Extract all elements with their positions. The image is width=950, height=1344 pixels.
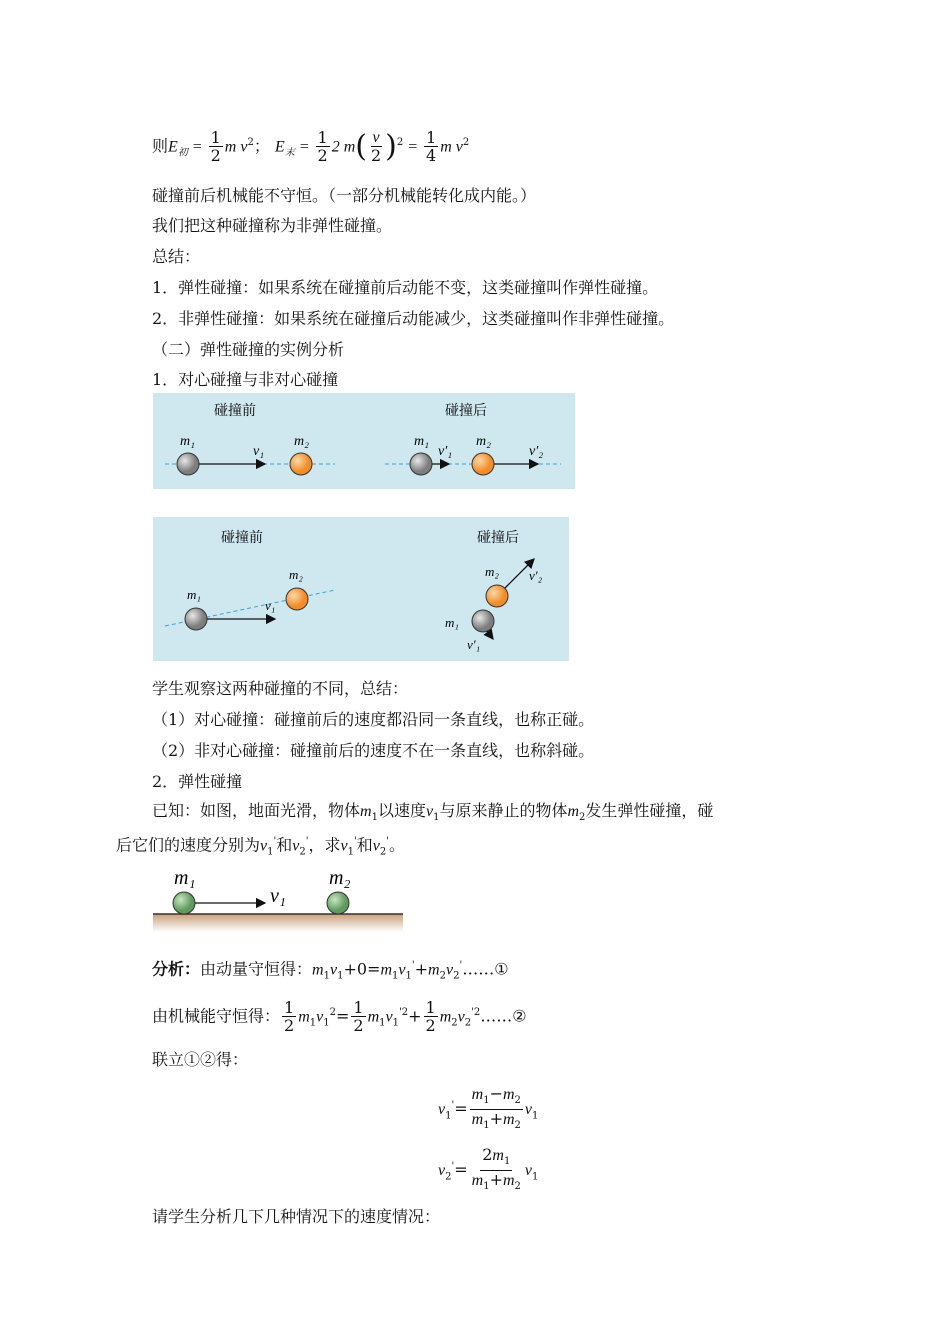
given2-e: 。 [389,835,406,855]
fig3-ball-m2 [327,892,349,914]
text-line-4: 1．弹性碰撞：如果系统在碰撞前后动能不变，这类碰撞叫作弹性碰撞。 [152,278,659,297]
fig1-v2p: v′₂ [529,444,544,459]
given-a: 已知：如图，地面光滑，物体 [152,801,361,820]
e-before-sub: 初 [177,147,188,159]
text-line-8: 学生观察这两种碰撞的不同，总结： [152,679,409,698]
fig2-after-label: 碰撞后 [477,529,519,545]
text-line-10: （2）非对心碰撞：碰撞前后的速度不在一条直线，也称斜碰。 [152,741,595,760]
fig2-m1: m₁ [187,587,201,602]
fig1-before-label: 碰撞前 [214,402,256,418]
given-line-2: 后它们的速度分别为$v_1'$和$v_2'$，求$v_1'$和$v_2'$。 [116,835,406,858]
fig1-m1-after: m₁ [414,434,429,449]
e-after-sub: 末 [284,147,295,159]
fig1-m2-after: m₂ [476,434,491,449]
analysis-label: 分析： [152,959,201,979]
fig2-ball-m1-before [185,608,207,630]
solution-v1p: $v_1'=$ $\frac{m_1-m_2}{m_1+m_2}$ $v_1$ [438,1084,539,1132]
energy-tail: ……② [480,1006,527,1026]
energy-equation: 则$E_初$ = $\frac{1}{2}$ m $v^2$； $E_末$ = $\frac{1}{2}$ 2 m( $\frac{v}{2}$ )$^2$ = $\frac{1}{4}$ m $v^2$ [152,128,470,166]
given2-c: ，求 [308,835,341,855]
text-line-7: 1．对心碰撞与非对心碰撞 [152,370,339,389]
fig1-ball-m1-after [410,453,432,475]
given-c: 与原来静止的物体 [439,801,568,820]
fig1-after-label: 碰撞后 [445,402,487,418]
given2-b: 和 [276,835,293,855]
given2-d: 和 [356,835,373,855]
energy-text: 由机械能守恒得： [152,1006,281,1026]
text-line-2: 我们把这种碰撞称为非弹性碰撞。 [152,216,393,235]
fig1-ball-m1-before [177,453,199,475]
fig3-m1: m₁ [174,867,196,889]
fig2-m2: m₂ [289,567,303,582]
text-line-3: 总结： [152,247,201,266]
text-line-1: 碰撞前后机械能不守恒。（一部分机械能转化成内能。） [152,186,537,205]
fig1-ball-m2-before [290,453,312,475]
fig1-m2: m₂ [294,434,309,449]
fig2-v2p: v′₂ [529,568,543,583]
fig3-v1: v₁ [270,885,286,907]
e-after: E [274,138,285,156]
text-line-6: （二）弹性碰撞的实例分析 [152,340,345,359]
oblique-collision-figure [153,517,569,661]
e-before: E [168,138,178,156]
fig1-ball-m2-after [472,453,494,475]
analysis-tail: ……① [462,959,509,979]
given2-a: 后它们的速度分别为 [116,835,261,855]
central-collision-figure [153,393,575,489]
analysis-text: 由动量守恒得： [200,959,313,979]
combine-line: 联立①②得： [152,1050,249,1069]
fig2-m1-after: m₁ [445,615,459,630]
fig1-m1: m₁ [180,434,195,449]
analysis-line: 分析：由动量守恒得：$m_1v_1+0=m_1v_1'+m_2v_2'\dots\dots ①$ [152,959,509,982]
ask-line: 请学生分析几下几种情况下的速度情况： [152,1207,441,1226]
eq-prefix: 则 [152,136,169,156]
ground-collision-figure [153,862,405,932]
fig2-v1p: v′₁ [467,637,481,652]
fig2-ball-m2-before [286,588,308,610]
given-d: 发生弹性碰撞，碰 [585,801,714,820]
given-b: 以速度 [377,801,426,820]
energy-line: 由机械能守恒得： $\frac{1}{2}$ $m_1v_1^2=$ $\frac{1}{2}$ $m_1v_1^{'2}+$ $\frac{1}{2}$ $m_2v_2^{'2}\dots\dots ②$ [152,998,527,1036]
fig2-before-label: 碰撞前 [221,529,263,545]
eq-sep: ； [253,136,270,156]
fig2-m2-after: m₂ [485,564,499,579]
fig1-v1: v₁ [253,444,265,459]
given-line-1: 已知：如图，地面光滑，物体$m_1$以速度$v_1$与原来静止的物体$m_2$发生弹性碰撞，碰 [152,801,714,824]
text-line-11: 2．弹性碰撞 [152,772,243,791]
text-line-5: 2．非弹性碰撞：如果系统在碰撞后动能减少，这类碰撞叫作非弹性碰撞。 [152,309,675,328]
fig3-ball-m1 [173,892,195,914]
fig2-ball-m2-after [486,585,508,607]
fig2-ball-m1-after [472,610,494,632]
fig1-v1p: v′₁ [438,444,453,459]
text-line-9: （1）对心碰撞：碰撞前后的速度都沿同一条直线，也称正碰。 [152,710,595,729]
solution-v2p: $v_2'=$ $\frac{2m_1}{m_1+m_2}$ $v_1$ [438,1145,539,1193]
fig2-v1: v₁ [265,598,276,613]
fig3-m2: m₂ [329,867,351,889]
